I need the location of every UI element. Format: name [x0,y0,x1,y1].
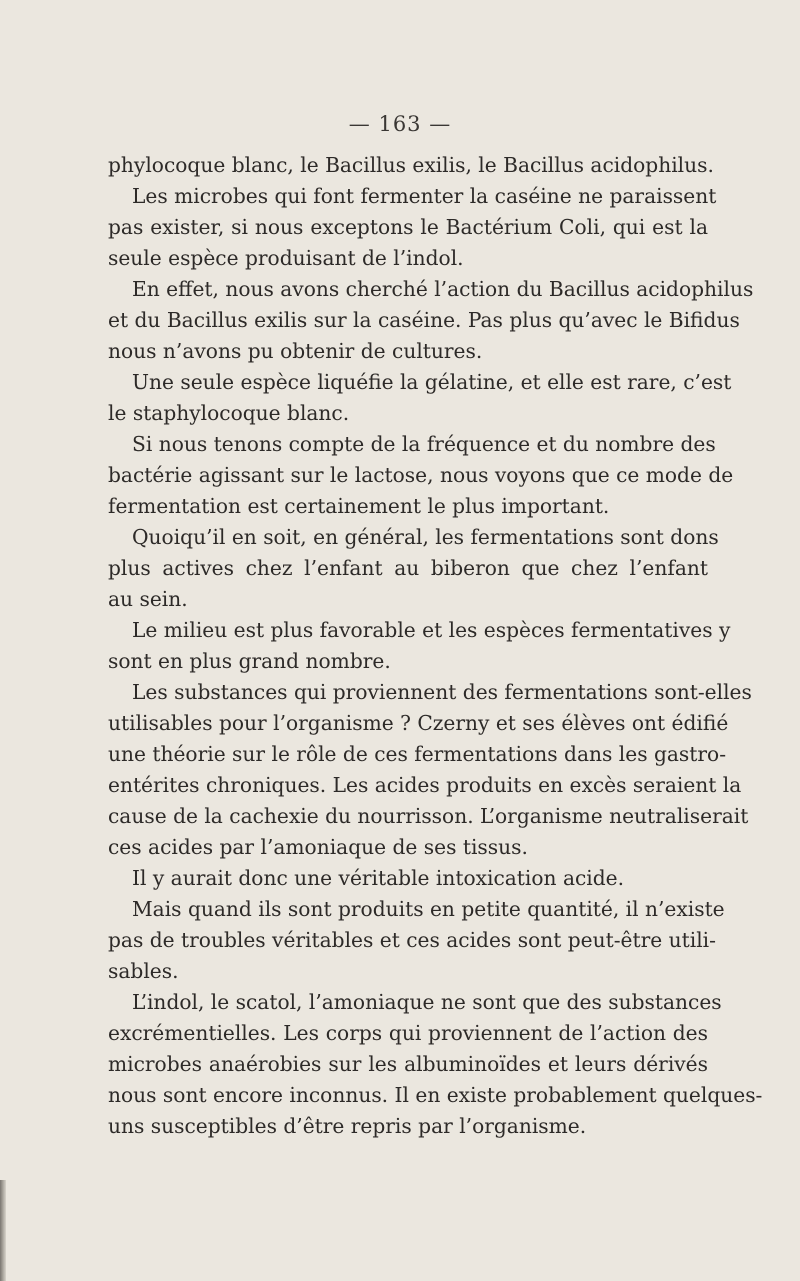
text-line: seule espèce produisant de l’indol. [108,246,464,270]
text-line: bactérie agissant sur le lactose, nous voyons que ce mode de [108,463,734,487]
text-line: entérites chroniques. Les acides produits en excès seraient la [108,773,742,797]
text-line: une théorie sur le rôle de ces fermentations dans les gastro- [108,742,727,766]
text-line: nous n’avons pu obtenir de cultures. [108,339,483,363]
text-line: Si nous tenons compte de la fréquence et du nombre des [132,432,716,456]
text-line: excrémentielles. Les corps qui proviennent de l’action des [108,1021,708,1045]
binding-edge [0,1180,6,1281]
text-line: pas de troubles véritables et ces acides sont peut-être utili- [108,928,716,952]
text-line: et du Bacillus exilis sur la caséine. Pas plus qu’avec le Bifidus [108,308,740,332]
text-line: uns susceptibles d’être repris par l’organisme. [108,1114,587,1138]
text-line: Les microbes qui font fermenter la caséine ne paraissent [132,184,717,208]
text-line: nous sont encore inconnus. Il en existe probablement quelques- [108,1083,763,1107]
text-line: microbes anaérobies sur les albuminoïdes et leurs dérivés [108,1052,708,1076]
text-line: ces acides par l’amoniaque de ses tissus. [108,835,528,859]
text-line: Il y aurait donc une véritable intoxication acide. [132,866,625,890]
text-line: le staphylocoque blanc. [108,401,350,425]
text-line: Le milieu est plus favorable et les espèces fermentatives y [132,618,731,642]
text-line: pas exister, si nous exceptons le Bactérium Coli, qui est la [108,215,708,239]
body-text [108,150,763,1142]
text-line: cause de la cachexie du nourrisson. L’organisme neutraliserait [108,804,749,828]
text-line: plus actives chez l’enfant au biberon que chez l’enfant [108,556,708,580]
text-line: Une seule espèce liquéfie la gélatine, et elle est rare, c’est [132,370,732,394]
text-line: sont en plus grand nombre. [108,649,391,673]
text-line: Les substances qui proviennent des fermentations sont-elles [132,680,752,704]
text-line: sables. [108,959,179,983]
text-line: En effet, nous avons cherché l’action du Bacillus acidophilus [132,277,754,301]
text-line: Mais quand ils sont produits en petite quantité, il n’existe [132,897,725,921]
text-line: phylocoque blanc, le Bacillus exilis, le Bacillus acidophilus. [108,153,714,177]
page-number: — 163 — [348,112,452,136]
text-line: Quoiqu’il en soit, en général, les fermentations sont dons [132,525,719,549]
text-line: au sein. [108,587,188,611]
text-line: L’indol, le scatol, l’amoniaque ne sont que des substances [132,990,722,1014]
text-line: utilisables pour l’organisme ? Czerny et ses élèves ont édifié [108,711,729,735]
text-line: fermentation est certainement le plus important. [108,494,610,518]
